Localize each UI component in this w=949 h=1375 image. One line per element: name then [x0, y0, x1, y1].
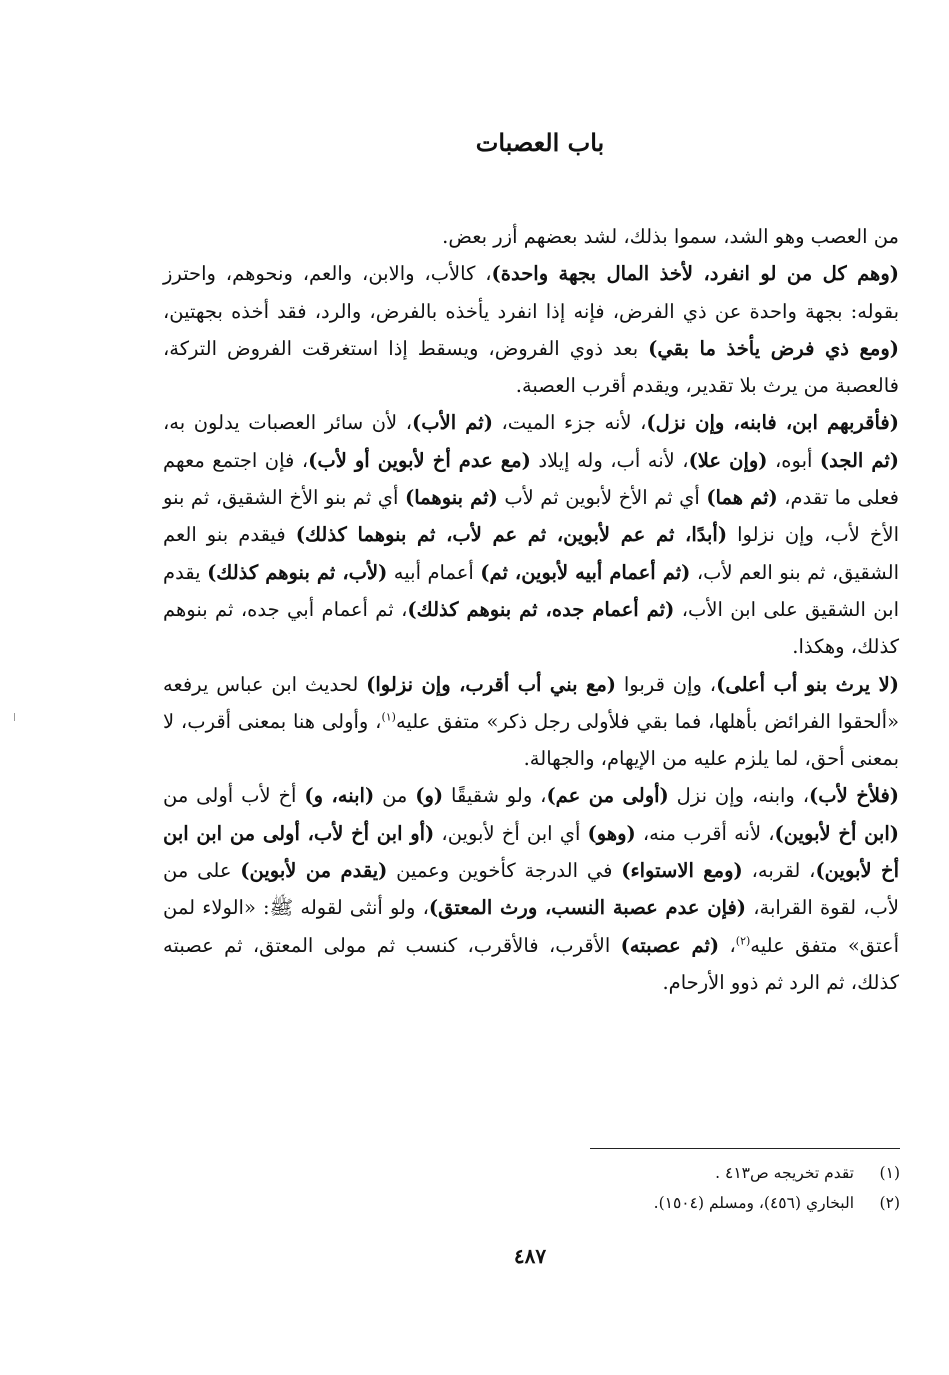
paragraph: (فلأخ لأب)، وابنه، وإن نزل (أولى من عم)، ولو شقيقًا (و) من (ابنه، و) أخ لأب أولى من (ابن أخ لأبوين)، لأنه أقرب منه، (وهو) أي ابن أخ لأبوين، (أو ابن أخ لأب، أولى من ابن ابن أخ لأبوين)، لقربه، (ومع الاستواء) في الدرجة كأخوين وعمين (يقدم من لأبوين) على من لأب، لقوة القرابة، (فإن عدم عصبة النسب، ورث المعتق)، ولو أنثى لقوله ﷺ: «الولاء لمن أعتق» متفق عليه$^{(٢)}$، (ثم عصبته) الأقرب، فالأقرب، كنسب ثم مولى المعتق، ثم عصبته كذلك، ثم الرد ثم ذوو الأرحام.: [163, 784, 900, 994]
footnote: [380, 1188, 900, 1218]
page-number: ٤٨٧: [513, 1244, 547, 1268]
paragraph: (وهم كل من لو انفرد، لأخذ المال بجهة واحدة)، كالأب، والابن، والعم، ونحوهم، واحترز بقوله: بجهة واحدة عن ذي الفرض، فإنه إذا انفرد يأخذه بالفرض، والرد، فقد أخذه بجهتين، (ومع ذي فرض يأخذ ما بقي) بعد ذوي الفروض، ويسقط إذا استغرقت الفروض التركة، فالعصبة من يرث بلا تقدير، ويقدم أقرب العصبة.: [163, 262, 899, 398]
footnote-separator: [590, 1148, 900, 1149]
paragraph: من العصب وهو الشد، سموا بذلك، لشد بعضهم أزر بعض.: [442, 225, 899, 248]
body-text: [163, 218, 899, 1001]
footnote-number: (٢): [879, 1194, 900, 1212]
paragraph: (لا يرث بنو أب أعلى)، وإن قربوا (مع بني أب أقرب، وإن نزلوا) لحديث ابن عباس يرفعه «ألحقوا الفرائض بأهلها، فما بقي فلأولى رجل ذكر» متفق عليه$^{(١)}$، وأولى هنا بمعنى أقرب، لا بمعنى أحق، لما يلزم عليه من الإيهام، والجهالة.: [163, 672, 899, 771]
footnote-number: (١): [879, 1164, 900, 1182]
footnote-text: البخاري (٤٥٦)، ومسلم (١٥٠٤).: [653, 1194, 854, 1212]
footnotes: [380, 1158, 900, 1218]
margin-mark: [14, 713, 15, 721]
footnote-text: تقدم تخريجه ص٤١٣ .: [715, 1164, 854, 1182]
paragraph: (فأقربهم ابن، فابنه، وإن نزل)، لأنه جزء الميت، (ثم الأب)، لأن سائر العصبات يدلون به، (ثم الجد) أبوه، (وإن علا)، لأنه أب، وله إيلاد (مع عدم أخ لأبوين أو لأب)، فإن اجتمع معهم فعلى ما تقدم، (ثم هما) أي ثم الأخ لأبوين ثم لأب (ثم بنوهما) أي ثم بنو الأخ الشقيق، ثم بنو الأخ لأب، وإن نزلوا (أبدًا، ثم عم لأبوين، ثم عم لأب، ثم بنوهما كذلك) فيقدم بنو العم الشقيق، ثم بنو العم لأب، (ثم أعمام أبيه لأبوين، ثم) أعمام أبيه (لأب، ثم بنوهم كذلك) يقدم ابن الشقيق على ابن الأب، (ثم أعمام جده، ثم بنوهم كذلك)، ثم أعمام أبي جده، ثم بنوهم كذلك، وهكذا.: [163, 411, 900, 659]
chapter-title: باب العصبات: [475, 128, 605, 157]
footnote: [380, 1158, 900, 1188]
